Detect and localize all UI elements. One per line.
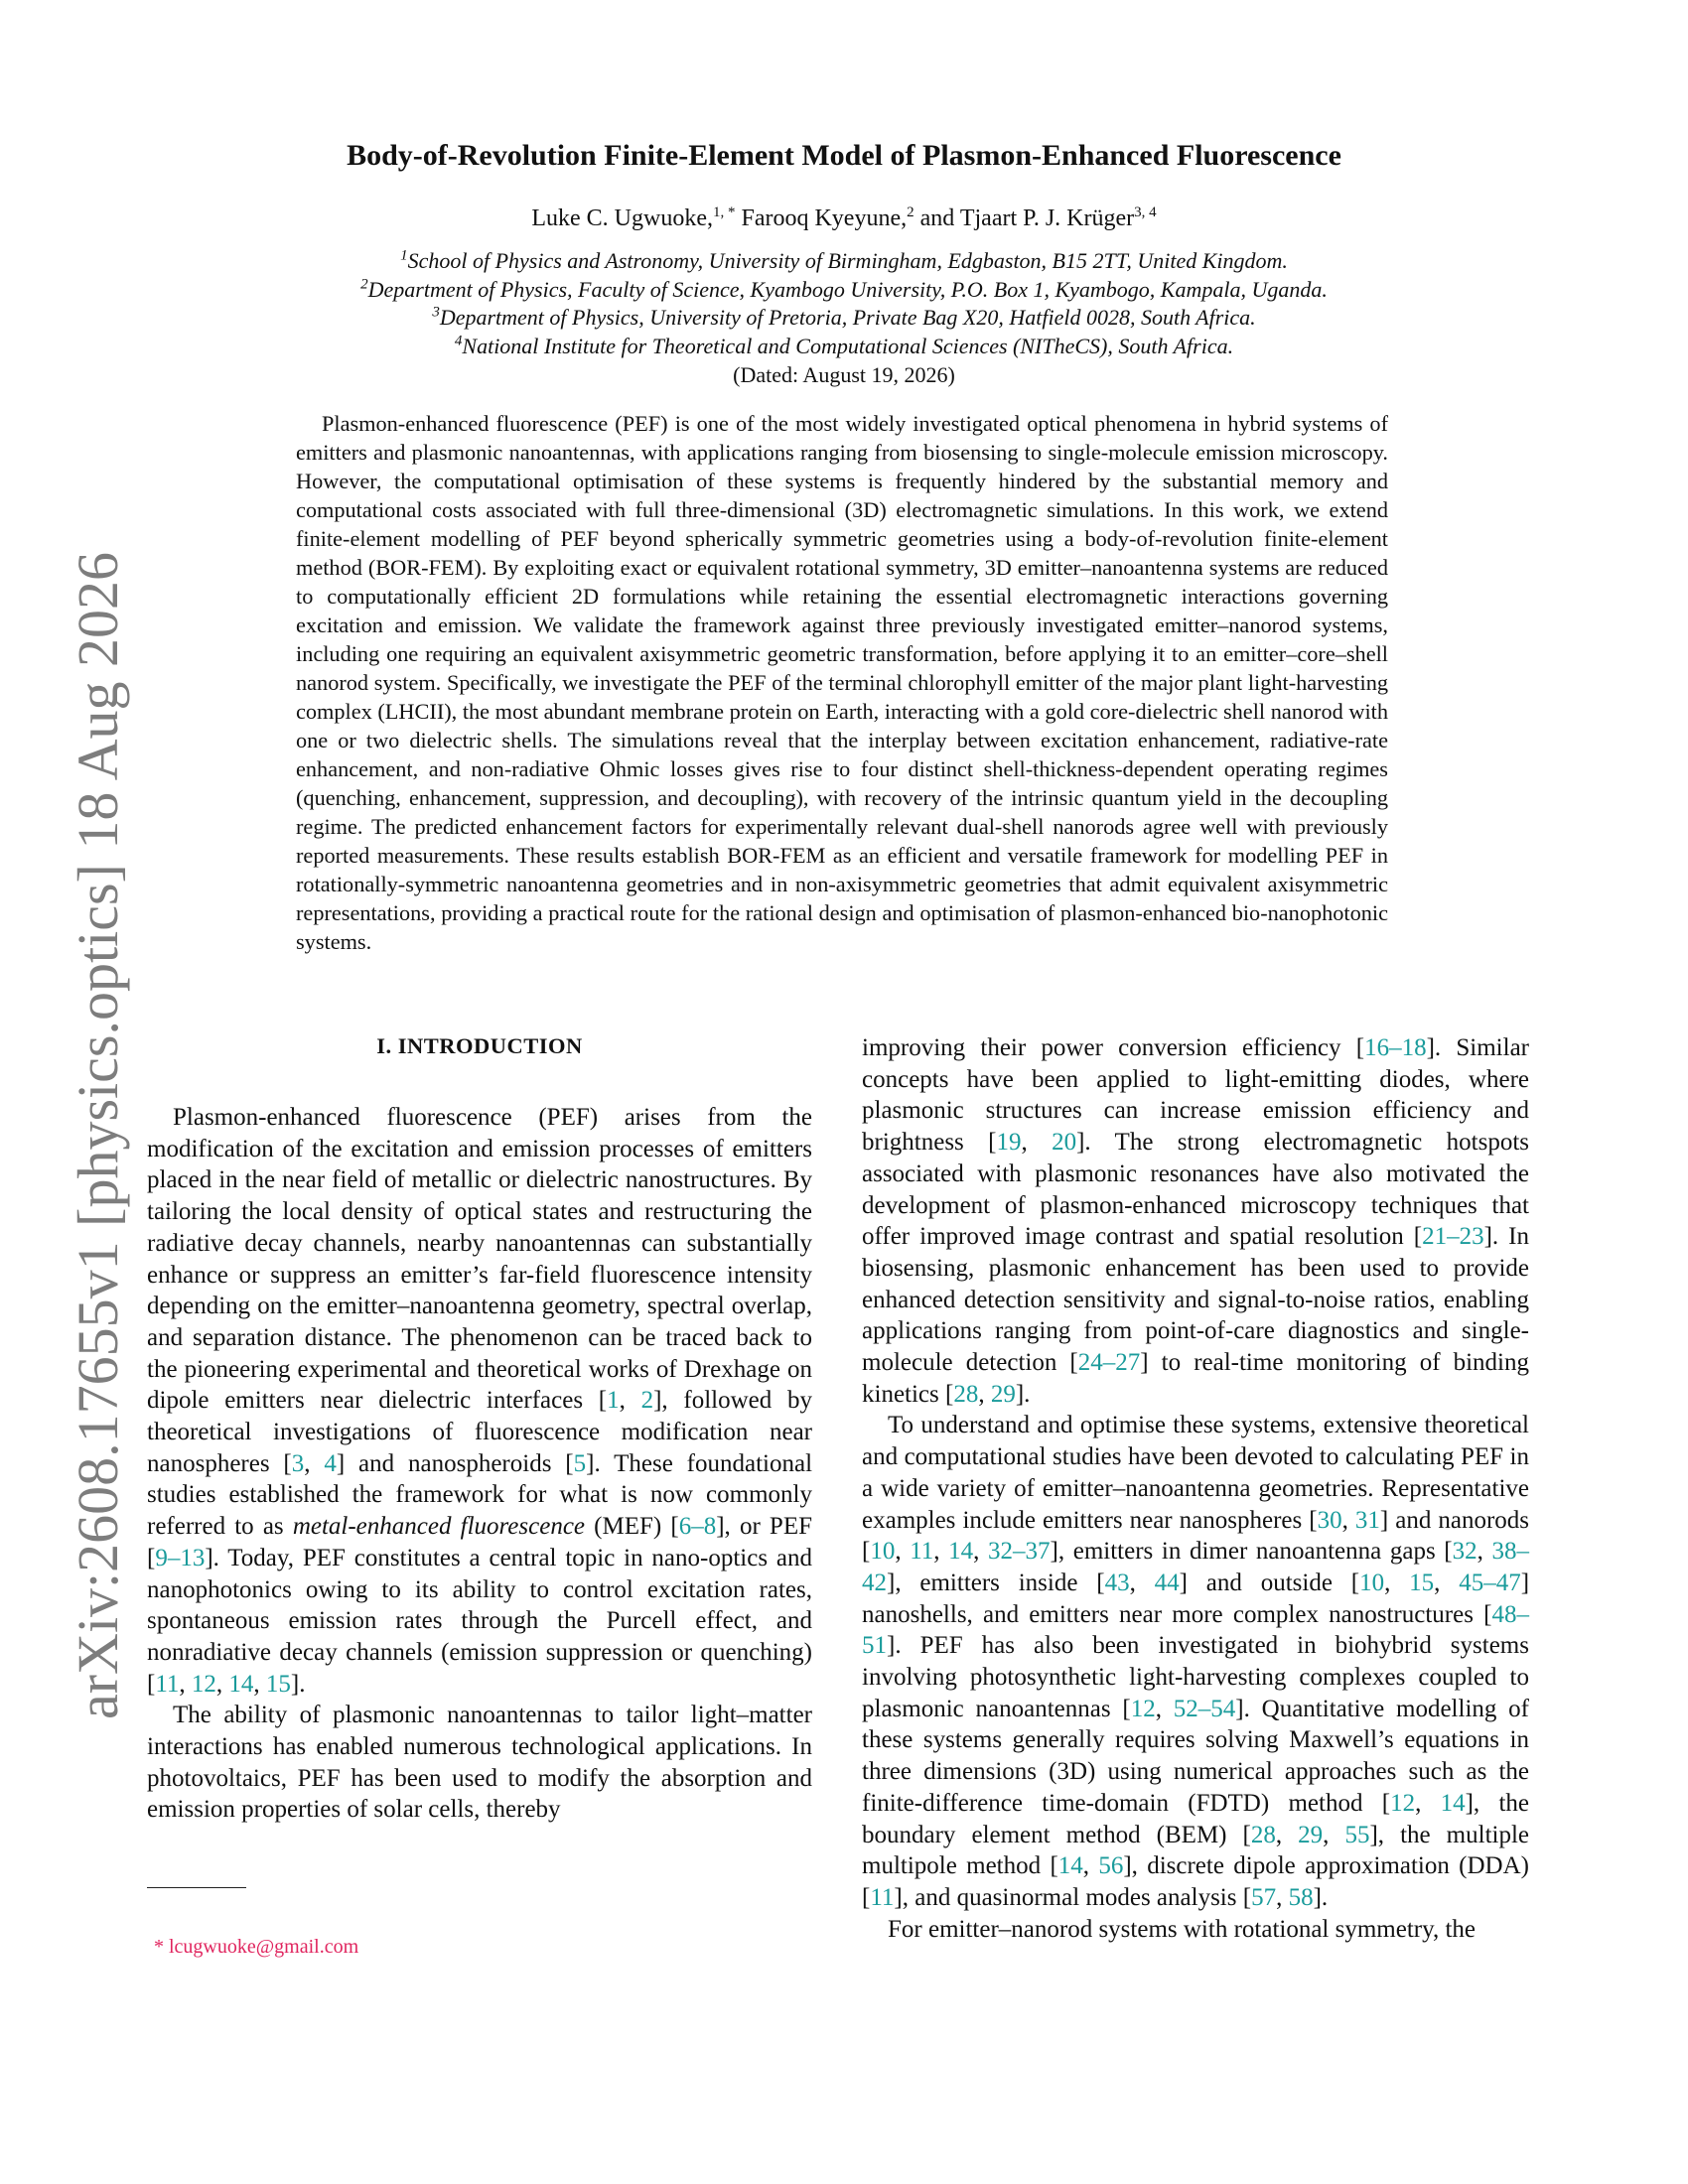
citation-link[interactable]: 14: [948, 1538, 974, 1566]
citation-link[interactable]: 15: [1409, 1569, 1435, 1596]
citation-link[interactable]: 44: [1154, 1569, 1180, 1596]
citation-link[interactable]: 12: [191, 1670, 216, 1698]
citation-link[interactable]: 3: [291, 1449, 305, 1477]
paper-title: Body-of-Revolution Finite-Element Model of Plasmon-Enhanced Fluorescence: [347, 139, 1341, 172]
affiliation-number: 3: [432, 304, 440, 321]
author-affiliation-mark: 1, *: [712, 205, 736, 220]
paragraph: Plasmon-enhanced fluorescence (PEF) arises from the modification of the excitation and emission processes of emitters placed in the near field of metallic or dielectric nanostructures. By tailoring the local density of optical states and restructuring the radiative decay channels, nearby nanoantennas can substantially enhance or suppress an emitter’s far-field fluorescence intensity depending on the emitter–nanoantenna geometry, spectral overlap, and separation distance. The phenomenon can be traced back to the pioneering experimental and theoretical works of Drexhage on dipole emitters near dielectric interfaces [1, 2], followed by theoretical investigations of fluorescence modification near nanospheres [3, 4] and nanospheroids [5]. These foundational studies established the framework for what is now commonly referred to as metal-enhanced fluorescence (MEF) [6–8], or PEF [9–13]. Today, PEF constitutes a central topic in nano-optics and nanophotonics owing to its ability to control excitation rates, spontaneous emission rates through the Purcell effect, and nonradiative decay channels (emission suppression or quenching) [11, 12, 14, 15].: [147, 1104, 813, 1698]
author-name: Luke C. Ugwuoke,: [531, 205, 713, 231]
citation-link[interactable]: 11: [155, 1670, 180, 1698]
citation-link[interactable]: 31: [1354, 1506, 1380, 1534]
citation-link[interactable]: 58: [1288, 1883, 1314, 1911]
left-column: [147, 1102, 812, 1826]
affiliation-text: Department of Physics, Faculty of Science, Kyambogo University, P.O. Box 1, Kyambogo, Kampala, Uganda.: [367, 277, 1328, 302]
citation-link[interactable]: 9–13: [155, 1544, 206, 1571]
affiliation: [0, 334, 1688, 359]
email-link[interactable]: lcugwuoke@gmail.com: [169, 1936, 359, 1958]
affiliation-text: National Institute for Theoretical and Computational Sciences (NITheCS), South Africa.: [462, 334, 1234, 358]
citation-link[interactable]: 30: [1317, 1506, 1342, 1534]
affiliation-number: 1: [400, 247, 408, 264]
citation-link[interactable]: 4: [324, 1449, 337, 1477]
citation-link[interactable]: 24–27: [1077, 1349, 1141, 1377]
citation-link[interactable]: 12: [1130, 1695, 1156, 1722]
citation-link[interactable]: 52–54: [1173, 1695, 1236, 1722]
affiliation-number: 2: [360, 276, 368, 293]
citation-link[interactable]: 11: [870, 1883, 895, 1911]
citation-link[interactable]: 14: [228, 1670, 254, 1698]
date-line: (Dated: August 19, 2026): [733, 362, 955, 387]
footnote-marker: *: [154, 1936, 164, 1958]
abstract: Plasmon-enhanced fluorescence (PEF) is one of the most widely investigated optical phenomena in hybrid systems of emitters and plasmonic nanoantennas, with applications ranging from biosensing to single-molecule emission microscopy. However, the computational optimisation of these systems is frequently hindered by the substantial memory and computational costs associated with full three-dimensional (3D) electromagnetic simulations. In this work, we extend finite-element modelling of PEF beyond spherically symmetric geometries using a body-of-revolution finite-element method (BOR-FEM). By exploiting exact or equivalent rotational symmetry, 3D emitter–nanoantenna systems are reduced to computationally efficient 2D formulations while retaining the essential electromagnetic interactions governing excitation and emission. We validate the framework against three previously investigated emitter–nanorod systems, including one requiring an equivalent axisymmetric geometric transformation, before applying it to an emitter–core–shell nanorod system. Specifically, we investigate the PEF of the terminal chlorophyll emitter of the major plant light-harvesting complex (LHCII), the most abundant membrane protein on Earth, interacting with a gold core-dielectric shell nanorod with one or two dielectric shells. The simulations reveal that the interplay between excitation enhancement, radiative-rate enhancement, and non-radiative Ohmic losses gives rise to four distinct shell-thickness-dependent operating regimes (quenching, enhancement, suppression, and decoupling), with recovery of the intrinsic quantum yield in the decoupling regime. The predicted enhancement factors for experimentally relevant dual-shell nanorods agree well with previously reported measurements. These results establish BOR-FEM as an efficient and versatile framework for modelling PEF in rotationally-symmetric nanoantenna geometries and in non-axisymmetric geometries that admit equivalent axisymmetric representations, providing a practical route for the rational design and optimisation of plasmon-enhanced bio-nanophotonic systems.: [296, 411, 1388, 954]
paragraph: For emitter–nanorod systems with rotational symmetry, the: [888, 1915, 1477, 1943]
author-affiliation-mark: 3, 4: [1134, 205, 1157, 220]
citation-link[interactable]: 29: [990, 1380, 1016, 1408]
citation-link[interactable]: 12: [1390, 1789, 1416, 1817]
affiliation-text: School of Physics and Astronomy, University of Birmingham, Edgbaston, B15 2TT, United Kingdom.: [407, 248, 1288, 273]
citation-link[interactable]: 45–47: [1459, 1569, 1521, 1596]
citation-link[interactable]: 6–8: [678, 1513, 717, 1541]
citation-link[interactable]: 19: [996, 1129, 1022, 1157]
citation-link[interactable]: 10: [870, 1538, 896, 1566]
emphasized-term: metal-enhanced fluorescence: [292, 1513, 586, 1541]
citation-link[interactable]: 28: [953, 1380, 979, 1408]
author-name: and Tjaart P. J. Krüger: [914, 205, 1135, 231]
affiliation-number: 4: [454, 333, 463, 349]
section-heading: I. INTRODUCTION: [376, 1033, 583, 1058]
footnote: [154, 1936, 358, 1959]
citation-link[interactable]: 1: [607, 1387, 620, 1415]
citation-link[interactable]: 10: [1359, 1569, 1385, 1596]
citation-link[interactable]: 43: [1104, 1569, 1130, 1596]
citation-link[interactable]: 11: [910, 1538, 934, 1566]
citation-link[interactable]: 16–18: [1364, 1034, 1427, 1061]
citation-link[interactable]: 55: [1344, 1821, 1370, 1848]
citation-link[interactable]: 57: [1251, 1883, 1277, 1911]
arxiv-identifier: arXiv:2608.17655v1 [physics.optics] 18 Aug 2026: [66, 551, 130, 1719]
citation-link[interactable]: 21–23: [1422, 1223, 1484, 1251]
citation-link[interactable]: 2: [640, 1387, 654, 1415]
citation-link[interactable]: 38–42: [862, 1538, 1529, 1596]
citation-link[interactable]: 32: [1452, 1538, 1477, 1566]
citation-link[interactable]: 48–51: [862, 1600, 1529, 1660]
citation-link[interactable]: 5: [573, 1449, 587, 1477]
paragraph: The ability of plasmonic nanoantennas to tailor light–matter interactions has enabled numerous technological applications. In photovoltaics, PEF has been used to modify the absorption and emission properties of solar cells, thereby: [147, 1702, 812, 1824]
citation-link[interactable]: 29: [1298, 1821, 1324, 1848]
footnote-rule: [147, 1887, 246, 1888]
author-name: Farooq Kyeyune,: [735, 205, 908, 231]
citation-link[interactable]: 14: [1057, 1852, 1083, 1880]
right-column: [862, 1032, 1529, 1945]
citation-link[interactable]: 28: [1250, 1821, 1276, 1848]
citation-link[interactable]: 14: [1440, 1789, 1466, 1817]
citation-link[interactable]: 56: [1098, 1852, 1124, 1880]
affiliation: [0, 305, 1688, 331]
author-list: [0, 205, 1688, 232]
affiliation: [0, 248, 1688, 274]
citation-link[interactable]: 32–37: [988, 1538, 1051, 1566]
citation-link[interactable]: 20: [1052, 1129, 1077, 1157]
citation-link[interactable]: 15: [265, 1670, 291, 1698]
paragraph: To understand and optimise these systems, extensive theoretical and computational studies have been devoted to calculating PEF in a wide variety of emitter–nanoantenna geometries. Representative examples include emitters near nanospheres [30, 31] and nanorods [10, 11, 14, 32–37], emitters in dimer nanoantenna gaps [32, 38–42], emitters inside [43, 44] and outside [10, 15, 45–47] nanoshells, and emitters near more complex nanostructures [48–51]. PEF has also been investigated in biohybrid systems involving photosynthetic light-harvesting complexes coupled to plasmonic nanoantennas [12, 52–54]. Quantitative modelling of these systems generally requires solving Maxwell’s equations in three dimensions (3D) using numerical approaches such as the finite-difference time-domain (FDTD) method [12, 14], the boundary element method (BEM) [28, 29, 55], the multiple multipole method [14, 56], discrete dipole approximation (DDA) [11], and quasinormal modes analysis [57, 58].: [862, 1412, 1530, 1911]
affiliation-text: Department of Physics, University of Pretoria, Private Bag X20, Hatfield 0028, South Africa.: [439, 305, 1256, 330]
paragraph: improving their power conversion efficiency [16–18]. Similar concepts have been applied to light-emitting diodes, where plasmonic structures can increase emission efficiency and brightness [19, 20]. The strong electromagnetic hotspots associated with plasmonic resonances have also motivated the development of plasmon-enhanced microscopy techniques that offer improved image contrast and spatial resolution [21–23]. In biosensing, plasmonic enhancement has been used to provide enhanced detection sensitivity and signal-to-noise ratios, enabling applications ranging from point-of-care diagnostics and single-molecule detection [24–27] to real-time monitoring of binding kinetics [28, 29].: [862, 1034, 1529, 1408]
author-affiliation-mark: 2: [907, 205, 914, 220]
affiliation: [0, 277, 1688, 303]
